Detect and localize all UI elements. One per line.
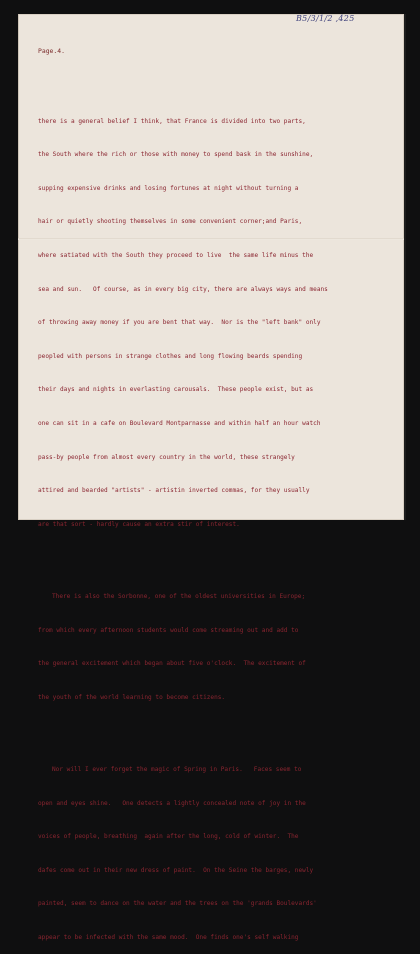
text-line: where satiated with the South they proceed to live the same life minus the (38, 251, 314, 259)
text-line: their days and nights in everlasting carousals. These people exist, but as (38, 386, 314, 394)
text-line: painted, seem to dance on the water and the trees on the 'grands Boulevards' (38, 900, 317, 908)
text-line: supping expensive drinks and losing fortunes at night without turning a (38, 184, 299, 192)
typed-text-body (38, 82, 386, 954)
archive-reference-annotation: B5/3/1/2 ,425 (296, 14, 355, 23)
text-line: hair or quietly shooting themselves in some convenient corner;and Paris, (38, 218, 303, 226)
text-line: the youth of the world learning to become citizens. (38, 693, 226, 701)
text-line: dafes come out in their new dress of paint. On the Seine the barges, newly (38, 866, 314, 874)
text-line: there is a general belief I think, that France is divided into two parts, (38, 117, 306, 125)
text-line: There is also the Sorbonne, one of the oldest universities in Europe; (52, 592, 306, 600)
text-line: peopled with persons in strange clothes and long flowing beards spending (38, 352, 303, 360)
text-line: Nor will I ever forget the magic of Spring in Paris. Faces seem to (52, 765, 302, 773)
page-number: Page.4. (38, 47, 65, 55)
text-line: one can sit in a cafe on Boulevard Montparnasse and within half an hour watch (38, 419, 321, 427)
text-line: of throwing away money if you are bent that way. Nor is the "left bank" only (38, 319, 321, 327)
text-line: pass-by people from almost every country in the world, these strangely (38, 453, 295, 461)
text-line: attired and bearded "artists" - artistin inverted commas, for they usually (38, 487, 310, 495)
text-line: the South where the rich or those with money to spend bask in the sunshine, (38, 151, 314, 159)
page-edge (18, 14, 19, 520)
paragraph-gap (38, 725, 386, 730)
text-line: the general excitement which began about five o'clock. The excitement of (38, 660, 306, 668)
text-line: appear to be infected with the same mood. One finds one's self walking (38, 933, 299, 941)
paragraph-gap (38, 552, 386, 557)
text-line: voices of people, breathing again after the long, cold of winter. The (38, 833, 299, 841)
text-line: are that sort - hardly cause an extra stir of interest. (38, 520, 240, 528)
text-line: from which every afternoon students would come streaming out and add to (38, 626, 299, 634)
text-line: open and eyes shine. One detects a lightly concealed note of joy in the (38, 799, 306, 807)
text-line: sea and sun. Of course, as in every big city, there are always ways and means (38, 285, 328, 293)
